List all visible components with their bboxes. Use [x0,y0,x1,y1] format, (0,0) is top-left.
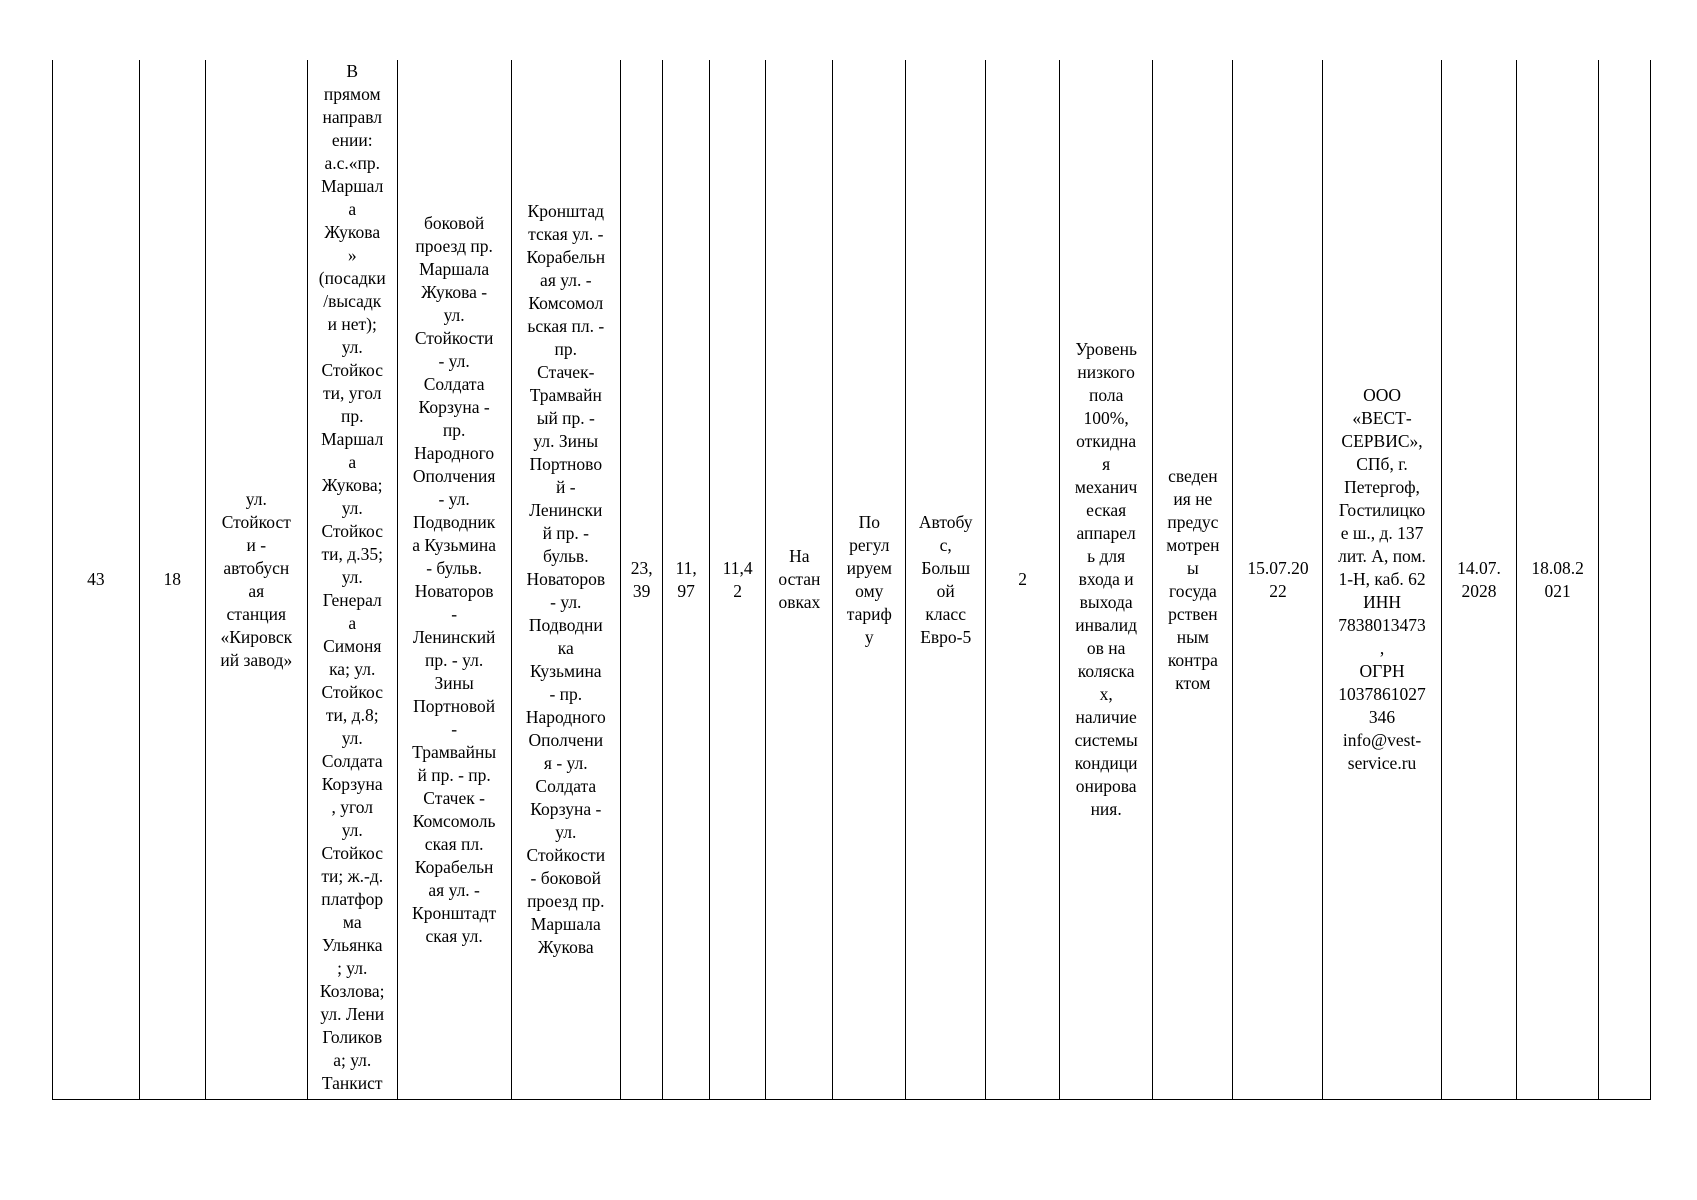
vehicle-cell [906,60,986,1100]
streets-backward: Кронштад тская ул. - Корабельн ая ул. - Комсомол ьская пл. - пр. Стачек- Трамвайн ый пр. - ул. Зины Портново й - Ленински й пр. - бульв. Новаторов - ул. Подводни ка Кузьмина - пр. Народного Ополчени я - ул. Солдата Корзуна - ул. Стойкости - боковой проезд пр. Маршала Жукова [525,201,606,957]
length-total: 11,4 2 [722,557,753,601]
vehicle-type: Автобу с, Больш ой класс Евро-5 [918,511,973,647]
boarding-order: На остан овках [778,546,821,612]
streets-backward-cell [511,60,620,1100]
registration-date-cell [1517,60,1598,1100]
length-forward-cell [621,60,663,1100]
row-number-cell [53,60,140,1100]
registration-date: 18.08.2 021 [1531,557,1584,601]
length-forward: 23, 39 [630,557,653,601]
contract-cell [1153,60,1233,1100]
table-row [53,60,1651,1100]
start-date-cell [1233,60,1323,1100]
route-name-cell [205,60,307,1100]
tariff-cell [833,60,906,1100]
tariff-type: По регул ируем ому тариф у [846,511,892,647]
end-date: 14.07. 2028 [1457,557,1501,601]
vehicle-count-cell [986,60,1060,1100]
route-number: 18 [163,569,182,589]
vehicle-count: 2 [1018,569,1028,589]
start-date: 15.07.20 22 [1247,557,1309,601]
vehicle-features: Уровень низкого пола 100%, откидна я механич еская аппарел ь для входа и выхода инвалид ов на коляска х, наличие системы кондици онирова ния. [1074,339,1138,819]
route-name: ул. Стойкост и - автобусн ая станция «Кировск ий завод» [220,488,293,670]
stops-list: В прямом направл ении: а.с.«пр. Маршал а Жукова » (посадки /высадк и нет); ул. Стойкос ти, угол пр. Маршал а Жукова; ул. Стойкос ти, д.35; ул. Генерал а Симоня ка; ул. Стойкос ти, д.8; ул. Солдата Корзуна , угол ул. Стойкос ти; ж.-д. платфор ма Ульянка ; ул. Козлова; ул. Лени Голиков а; ул. Танкист [318,61,386,1093]
carrier-cell [1323,60,1441,1100]
streets-forward-cell [397,60,511,1100]
route-registry-table [52,60,1651,1100]
route-number-cell [139,60,205,1100]
end-date-cell [1441,60,1517,1100]
row-number: 43 [87,569,105,589]
streets-forward: боковой проезд пр. Маршала Жукова - ул. Стойкости - ул. Солдата Корзуна - пр. Народного Ополчения - ул. Подводник а Кузьмина - бульв. Новаторов - Ленинский пр. - ул. Зины Портновой - Трамвайны й пр. - пр. Стачек - Комсомоль ская пл. Корабельн ая ул. - Кронштадт ская ул. [412,212,497,946]
carrier-info: ООО «ВЕСТ- СЕРВИС», СПб, г. Петергоф, Гостилицко е ш., д. 137 лит. А, пом. 1-Н, каб. 62 ИНН 7838013473 , ОГРН 1037861027 346 info@vest- service.ru [1338,385,1426,773]
contract-info: сведен ия не предус мотрен ы госуда рствен ным контра ктом [1166,465,1220,693]
features-cell [1060,60,1153,1100]
boarding-cell [766,60,833,1100]
length-total-cell [709,60,765,1100]
length-backward-cell [663,60,710,1100]
stops-cell [307,60,397,1100]
extra-cell [1598,60,1650,1100]
length-backward: 11, 97 [675,557,697,601]
